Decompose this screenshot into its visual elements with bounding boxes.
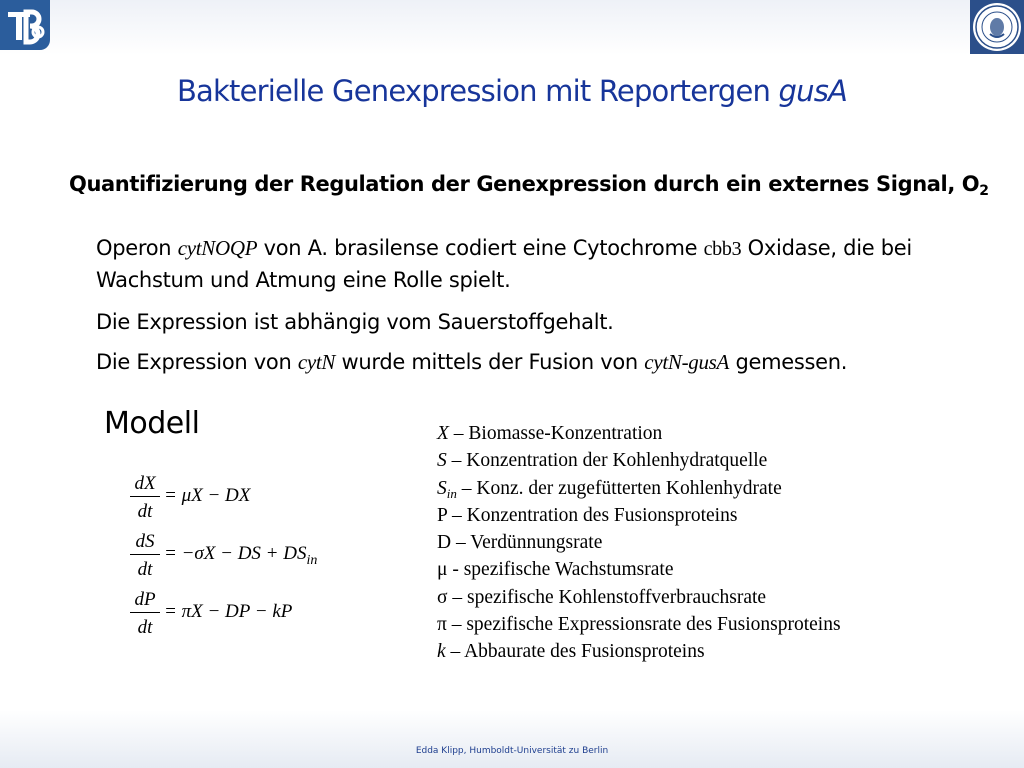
- definition-row: π – spezifische Expressionsrate des Fusionsproteins: [437, 614, 841, 636]
- slide-title: Bakterielle Genexpression mit Reportergen gusA: [176, 74, 848, 108]
- definition-row: X – Biomasse-Konzentration: [437, 423, 663, 444]
- humboldt-university-seal: [970, 0, 1024, 54]
- definition-row: μ - spezifische Wachstumsrate: [437, 559, 674, 581]
- paragraph-operon: Operon cytNOQP von A. brasilense codiert eine Cytochrome cbb3 Oxidase, die bei Wachstum und Atmung eine Rolle spielt.: [96, 236, 912, 292]
- equation-protein: $\frac{dP}{dt}$ = πX − DP − kP: [130, 588, 370, 644]
- definition-row: D – Verdünnungsrate: [437, 532, 603, 554]
- equation-biomass: $\frac{dX}{dt}$ = μX − DX: [130, 472, 370, 528]
- definition-row: S – Konzentration der Kohlenhydratquelle: [437, 450, 768, 472]
- subscript-2: 2: [979, 183, 989, 199]
- slide-title-italic: gusA: [778, 74, 848, 108]
- model-heading: Modell: [104, 406, 200, 441]
- tbp-logo: [0, 0, 50, 50]
- definition-row: $S_{in}$ – Konz. der zugefütterten Kohlenhydrate: [437, 477, 782, 501]
- paragraph-fusion: Die Expression von cytN wurde mittels der Fusion von cytN-gusA gemessen.: [96, 350, 848, 374]
- footer-author: Edda Klipp, Humboldt-Universität zu Berlin: [415, 746, 609, 756]
- equation-substrate: $\frac{dS}{dt}$ = −σX − DS + $DS_{in}$: [130, 530, 370, 586]
- variable-definitions: [437, 420, 841, 666]
- paragraph-oxygen: Die Expression ist abhängig vom Sauerstoffgehalt.: [96, 310, 614, 334]
- section-heading: Quantifizierung der Regulation der Genexpression durch ein externes Signal, $O_2$: [69, 172, 989, 199]
- definition-row: σ – spezifische Kohlenstoffverbrauchsrate: [437, 586, 767, 608]
- definition-row: P – Konzentration des Fusionsproteins: [437, 504, 738, 526]
- definition-row: k – Abbaurate des Fusionsproteins: [437, 641, 705, 663]
